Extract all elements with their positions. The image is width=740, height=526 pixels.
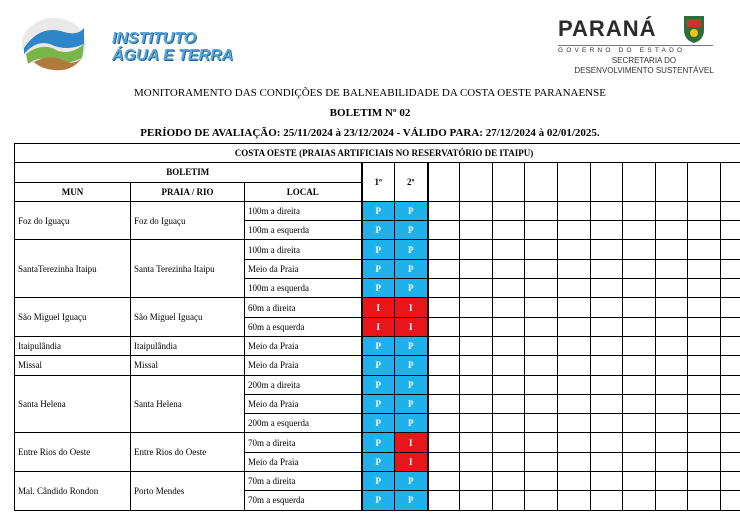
empty-result-cell xyxy=(428,433,460,452)
empty-header-cell xyxy=(493,163,525,202)
bulletin-2-result: P xyxy=(395,375,428,394)
empty-result-cell xyxy=(525,375,558,394)
empty-result-cell xyxy=(558,336,591,355)
empty-result-cell xyxy=(656,356,688,375)
location-cell: Meio da Praia xyxy=(245,452,362,471)
empty-header-cell xyxy=(656,163,688,202)
empty-result-cell xyxy=(688,394,721,413)
location-cell: 100m a direita xyxy=(245,240,362,259)
empty-result-cell xyxy=(656,472,688,491)
location-cell: 70m a direita xyxy=(245,433,362,452)
empty-result-cell xyxy=(721,452,740,471)
empty-result-cell xyxy=(656,279,688,298)
empty-result-cell xyxy=(623,336,656,355)
empty-header-cell xyxy=(525,163,558,202)
beach-cell: Itaipulândia xyxy=(131,336,245,355)
empty-header-cell xyxy=(591,163,623,202)
empty-result-cell xyxy=(656,433,688,452)
empty-result-cell xyxy=(591,414,623,433)
parana-name: PARANÁ xyxy=(558,16,657,41)
beach-cell: Santa Helena xyxy=(131,375,245,433)
table-row xyxy=(15,472,740,491)
bulletin-1-result: P xyxy=(362,201,395,220)
empty-result-cell xyxy=(525,491,558,510)
empty-result-cell xyxy=(721,279,740,298)
empty-result-cell xyxy=(558,356,591,375)
empty-result-cell xyxy=(460,414,493,433)
empty-result-cell xyxy=(656,317,688,336)
bulletin-1-result: P xyxy=(362,472,395,491)
empty-result-cell xyxy=(558,491,591,510)
empty-result-cell xyxy=(656,201,688,220)
empty-result-cell xyxy=(623,240,656,259)
empty-result-cell xyxy=(558,259,591,278)
empty-result-cell xyxy=(428,259,460,278)
empty-result-cell xyxy=(460,394,493,413)
empty-result-cell xyxy=(688,414,721,433)
empty-result-cell xyxy=(460,317,493,336)
empty-result-cell xyxy=(721,414,740,433)
empty-result-cell xyxy=(493,201,525,220)
document-titles xyxy=(0,86,740,140)
bulletin-2-result: I xyxy=(395,452,428,471)
empty-result-cell xyxy=(460,201,493,220)
empty-result-cell xyxy=(525,259,558,278)
empty-result-cell xyxy=(493,240,525,259)
parana-government-logo xyxy=(552,10,722,80)
bulletin-1-result: I xyxy=(362,298,395,317)
empty-result-cell xyxy=(460,491,493,510)
empty-result-cell xyxy=(591,259,623,278)
empty-result-cell xyxy=(525,452,558,471)
bulletin-1-result: I xyxy=(362,317,395,336)
bulletin-2-result: P xyxy=(395,414,428,433)
table-row xyxy=(15,336,740,355)
empty-result-cell xyxy=(428,317,460,336)
bulletin-2-result: I xyxy=(395,433,428,452)
empty-result-cell xyxy=(688,452,721,471)
page-header xyxy=(0,0,740,84)
empty-result-cell xyxy=(721,472,740,491)
empty-result-cell xyxy=(460,472,493,491)
empty-header-cell xyxy=(688,163,721,202)
bulletin-1-result: P xyxy=(362,356,395,375)
empty-result-cell xyxy=(460,375,493,394)
empty-result-cell xyxy=(558,240,591,259)
location-cell: 200m a esquerda xyxy=(245,414,362,433)
empty-result-cell xyxy=(493,452,525,471)
logo-line-1: INSTITUTO xyxy=(112,30,197,47)
empty-result-cell xyxy=(460,298,493,317)
empty-result-cell xyxy=(688,472,721,491)
empty-header-cell xyxy=(623,163,656,202)
empty-result-cell xyxy=(591,394,623,413)
bulletin-1-result: P xyxy=(362,279,395,298)
empty-result-cell xyxy=(623,279,656,298)
empty-result-cell xyxy=(688,336,721,355)
empty-result-cell xyxy=(656,414,688,433)
logo-line-2: ÁGUA E TERRA xyxy=(112,47,234,64)
empty-result-cell xyxy=(688,201,721,220)
empty-result-cell xyxy=(591,472,623,491)
empty-result-cell xyxy=(558,317,591,336)
location-cell: 200m a direita xyxy=(245,375,362,394)
empty-result-cell xyxy=(591,433,623,452)
empty-result-cell xyxy=(525,433,558,452)
beach-cell: Porto Mendes xyxy=(131,472,245,511)
bulletin-2-result: P xyxy=(395,201,428,220)
empty-result-cell xyxy=(656,452,688,471)
empty-result-cell xyxy=(623,259,656,278)
empty-result-cell xyxy=(493,414,525,433)
empty-result-cell xyxy=(460,356,493,375)
empty-result-cell xyxy=(525,414,558,433)
empty-header-cell xyxy=(721,163,740,202)
bulletin-1-result: P xyxy=(362,394,395,413)
empty-result-cell xyxy=(460,279,493,298)
empty-result-cell xyxy=(688,298,721,317)
empty-result-cell xyxy=(591,336,623,355)
empty-result-cell xyxy=(493,433,525,452)
secretariat-label xyxy=(574,56,714,76)
bulletin-1-result: P xyxy=(362,259,395,278)
empty-result-cell xyxy=(721,259,740,278)
empty-result-cell xyxy=(623,356,656,375)
beach-cell: Missal xyxy=(131,356,245,375)
beach-cell: Santa Terezinha Itaipu xyxy=(131,240,245,298)
table-title-row xyxy=(15,144,740,163)
state-crest-icon xyxy=(680,12,708,44)
empty-result-cell xyxy=(656,298,688,317)
empty-result-cell xyxy=(493,259,525,278)
empty-result-cell xyxy=(428,472,460,491)
empty-result-cell xyxy=(656,394,688,413)
municipality-cell: SantaTerezinha Itaipu xyxy=(15,240,131,298)
municipality-cell: Foz do Iguaçu xyxy=(15,201,131,240)
empty-result-cell xyxy=(656,375,688,394)
empty-result-cell xyxy=(558,221,591,240)
empty-result-cell xyxy=(623,221,656,240)
empty-result-cell xyxy=(525,201,558,220)
empty-result-cell xyxy=(688,221,721,240)
bulletin-1-result: P xyxy=(362,414,395,433)
empty-result-cell xyxy=(623,201,656,220)
empty-result-cell xyxy=(688,317,721,336)
bulletin-2-result: P xyxy=(395,472,428,491)
empty-result-cell xyxy=(591,279,623,298)
empty-result-cell xyxy=(688,433,721,452)
bulletin-2-result: P xyxy=(395,336,428,355)
bulletin-2-result: P xyxy=(395,356,428,375)
empty-result-cell xyxy=(721,240,740,259)
empty-result-cell xyxy=(656,221,688,240)
empty-result-cell xyxy=(558,201,591,220)
empty-result-cell xyxy=(721,201,740,220)
location-cell: 70m a direita xyxy=(245,472,362,491)
empty-result-cell xyxy=(721,394,740,413)
empty-result-cell xyxy=(721,336,740,355)
empty-result-cell xyxy=(688,356,721,375)
empty-result-cell xyxy=(623,298,656,317)
secretariat-line-1: SECRETARIA DO xyxy=(611,56,677,65)
empty-result-cell xyxy=(493,336,525,355)
empty-result-cell xyxy=(460,221,493,240)
bulletin-2-result: P xyxy=(395,259,428,278)
bulletin-1-result: P xyxy=(362,336,395,355)
bulletin-2-result: P xyxy=(395,279,428,298)
empty-result-cell xyxy=(428,452,460,471)
bulletin-2-result: P xyxy=(395,221,428,240)
empty-result-cell xyxy=(525,240,558,259)
bulletin-1-result: P xyxy=(362,240,395,259)
bulletin-2-header: 2º xyxy=(395,163,428,202)
empty-result-cell xyxy=(721,375,740,394)
empty-result-cell xyxy=(558,414,591,433)
location-cell: 60m a esquerda xyxy=(245,317,362,336)
praia-header: PRAIA / RIO xyxy=(131,182,245,201)
empty-result-cell xyxy=(688,279,721,298)
empty-result-cell xyxy=(623,375,656,394)
empty-result-cell xyxy=(493,221,525,240)
empty-result-cell xyxy=(428,491,460,510)
bulletin-2-result: P xyxy=(395,491,428,510)
location-cell: 60m a direita xyxy=(245,298,362,317)
municipality-cell: São Miguel Iguaçu xyxy=(15,298,131,337)
empty-result-cell xyxy=(591,356,623,375)
secretariat-line-2: DESENVOLVIMENTO SUSTENTÁVEL xyxy=(574,66,714,75)
empty-result-cell xyxy=(623,394,656,413)
location-cell: Meio da Praia xyxy=(245,356,362,375)
empty-result-cell xyxy=(428,201,460,220)
beach-cell: Entre Rios do Oeste xyxy=(131,433,245,472)
empty-result-cell xyxy=(493,375,525,394)
empty-result-cell xyxy=(591,491,623,510)
empty-result-cell xyxy=(460,240,493,259)
water-earth-logo-icon xyxy=(20,14,88,72)
bulletin-1-result: P xyxy=(362,491,395,510)
empty-result-cell xyxy=(558,472,591,491)
empty-result-cell xyxy=(428,279,460,298)
empty-result-cell xyxy=(591,375,623,394)
table-row xyxy=(15,298,740,317)
empty-result-cell xyxy=(428,375,460,394)
empty-result-cell xyxy=(525,336,558,355)
municipality-cell: Entre Rios do Oeste xyxy=(15,433,131,472)
empty-result-cell xyxy=(623,452,656,471)
empty-result-cell xyxy=(493,356,525,375)
empty-result-cell xyxy=(493,491,525,510)
empty-result-cell xyxy=(558,452,591,471)
empty-result-cell xyxy=(721,221,740,240)
table-row xyxy=(15,240,740,259)
municipality-cell: Mal. Cândido Rondon xyxy=(15,472,131,511)
empty-result-cell xyxy=(525,298,558,317)
location-cell: Meio da Praia xyxy=(245,259,362,278)
beach-cell: São Miguel Iguaçu xyxy=(131,298,245,337)
empty-result-cell xyxy=(721,317,740,336)
monitoring-title: MONITORAMENTO DAS CONDIÇÕES DE BALNEABILIDADE DA COSTA OESTE PARANAENSE xyxy=(134,87,606,99)
bulletin-2-result: I xyxy=(395,298,428,317)
empty-result-cell xyxy=(493,279,525,298)
table-row xyxy=(15,375,740,394)
municipality-cell: Missal xyxy=(15,356,131,375)
municipality-cell: Itaipulândia xyxy=(15,336,131,355)
empty-result-cell xyxy=(558,433,591,452)
empty-result-cell xyxy=(493,394,525,413)
bulletin-2-result: I xyxy=(395,317,428,336)
balneability-table xyxy=(14,143,740,511)
empty-header-cell xyxy=(428,163,460,202)
empty-result-cell xyxy=(591,201,623,220)
empty-result-cell xyxy=(525,279,558,298)
empty-result-cell xyxy=(591,221,623,240)
local-header: LOCAL xyxy=(245,182,362,201)
empty-result-cell xyxy=(428,240,460,259)
empty-result-cell xyxy=(493,472,525,491)
evaluation-period: PERÍODO DE AVALIAÇÃO: 25/11/2024 à 23/12/2024 - VÁLIDO PARA: 27/12/2024 à 02/01/2025. xyxy=(140,127,600,139)
empty-result-cell xyxy=(525,317,558,336)
bulletin-1-result: P xyxy=(362,452,395,471)
location-cell: 100m a esquerda xyxy=(245,279,362,298)
bulletin-number: BOLETIM Nº 02 xyxy=(329,107,411,119)
empty-result-cell xyxy=(688,375,721,394)
empty-header-cell xyxy=(460,163,493,202)
empty-result-cell xyxy=(558,394,591,413)
empty-result-cell xyxy=(623,414,656,433)
table-row xyxy=(15,201,740,220)
bulletin-2-result: P xyxy=(395,240,428,259)
location-cell: Meio da Praia xyxy=(245,336,362,355)
table-row xyxy=(15,433,740,452)
location-cell: 70m a esquerda xyxy=(245,491,362,510)
bulletin-2-result: P xyxy=(395,394,428,413)
parana-government-label: GOVERNO DO ESTADO xyxy=(558,45,713,54)
location-cell: 100m a direita xyxy=(245,201,362,220)
empty-result-cell xyxy=(623,317,656,336)
empty-result-cell xyxy=(558,279,591,298)
empty-result-cell xyxy=(623,491,656,510)
municipality-cell: Santa Helena xyxy=(15,375,131,433)
empty-result-cell xyxy=(460,259,493,278)
empty-result-cell xyxy=(460,336,493,355)
bulletin-1-header: 1º xyxy=(362,163,395,202)
empty-result-cell xyxy=(688,240,721,259)
beach-cell: Foz do Iguaçu xyxy=(131,201,245,240)
bulletin-1-result: P xyxy=(362,375,395,394)
empty-result-cell xyxy=(656,336,688,355)
empty-result-cell xyxy=(525,472,558,491)
bulletin-1-result: P xyxy=(362,433,395,452)
empty-result-cell xyxy=(558,298,591,317)
table-row xyxy=(15,356,740,375)
empty-result-cell xyxy=(558,375,591,394)
empty-result-cell xyxy=(428,336,460,355)
location-cell: Meio da Praia xyxy=(245,394,362,413)
empty-result-cell xyxy=(591,317,623,336)
empty-result-cell xyxy=(525,356,558,375)
empty-result-cell xyxy=(460,433,493,452)
empty-result-cell xyxy=(688,491,721,510)
empty-result-cell xyxy=(591,240,623,259)
empty-result-cell xyxy=(493,298,525,317)
mun-header: MUN xyxy=(15,182,131,201)
empty-result-cell xyxy=(428,356,460,375)
empty-result-cell xyxy=(623,472,656,491)
empty-result-cell xyxy=(721,433,740,452)
empty-result-cell xyxy=(656,491,688,510)
empty-result-cell xyxy=(428,298,460,317)
empty-result-cell xyxy=(460,452,493,471)
bulletin-1-result: P xyxy=(362,221,395,240)
empty-result-cell xyxy=(656,259,688,278)
empty-result-cell xyxy=(721,356,740,375)
empty-result-cell xyxy=(428,221,460,240)
empty-result-cell xyxy=(721,491,740,510)
empty-result-cell xyxy=(525,394,558,413)
empty-result-cell xyxy=(525,221,558,240)
empty-result-cell xyxy=(591,298,623,317)
header-row-1 xyxy=(15,163,740,182)
empty-result-cell xyxy=(591,452,623,471)
empty-result-cell xyxy=(721,298,740,317)
instituto-agua-e-terra-logo xyxy=(20,14,240,74)
boletim-header: BOLETIM xyxy=(15,163,362,182)
empty-result-cell xyxy=(428,414,460,433)
empty-header-cell xyxy=(558,163,591,202)
empty-result-cell xyxy=(493,317,525,336)
empty-result-cell xyxy=(428,394,460,413)
empty-result-cell xyxy=(656,240,688,259)
empty-result-cell xyxy=(623,433,656,452)
empty-result-cell xyxy=(688,259,721,278)
table-title: COSTA OESTE (PRAIAS ARTIFICIAIS NO RESERVATÓRIO DE ITAIPU) xyxy=(15,144,740,163)
location-cell: 100m a esquerda xyxy=(245,221,362,240)
